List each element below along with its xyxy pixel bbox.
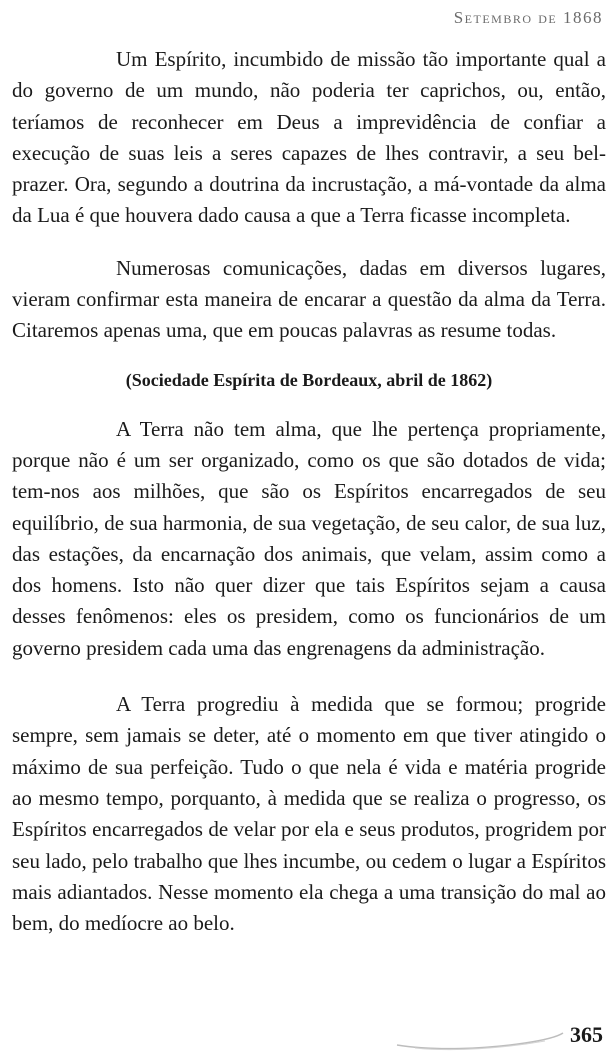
page-number: 365 [570, 1022, 603, 1047]
body-paragraph: Um Espírito, incumbido de missão tão importante qual a do governo de um mundo, não poderia ter caprichos, ou, então, teríamos de reconhecer em Deus a imprevidência de confiar a execução de suas leis a seres capazes de lhes contravir, a seu bel-prazer. Ora, segundo a doutrina da incrustação, a má-vontade da alma da Lua é que houvera dado causa a que a Terra ficasse incompleta. [12, 47, 606, 228]
body-paragraph: Numerosas comunicações, dadas em diversos lugares, vieram confirmar esta maneira de encarar a questão da alma da Terra. Citaremos apenas uma, que em poucas palavras as resume todas. [12, 255, 606, 343]
page-body [12, 44, 606, 939]
communication-heading: (Sociedade Espírita de Bordeaux, abril de 1862) [125, 369, 493, 390]
running-header: Setembro de 1868 [453, 8, 603, 27]
communication-paragraph: A Terra não tem alma, que lhe pertença propriamente, porque não é um ser organizado, como os que são dotados de vida; tem-nos aos milhões, que são os Espíritos encarregados de seu equilíbrio, de sua harmonia, de sua vegetação, de seu calor, de sua luz, das estações, da encarnação dos animais, que velam, assim como a dos homens. Isto não quer dizer que tais Espíritos sejam a causa desses fenômenos: eles os presidem, como os funcionários de um governo presidem cada uma das engrenagens da administração. [12, 416, 606, 660]
communication-paragraph: A Terra progrediu à medida que se formou; progride sempre, sem jamais se deter, até o momento em que tiver atingido o máximo de sua perfeição. Tudo o que nela é vida e matéria progride ao mesmo tempo, porquanto, à medida que se realiza o progresso, os Espíritos encarregados de velar por ela e seus produtos, progridem por seu lado, pelo trabalho que lhes incumbe, ou cedem o lugar a Espíritos mais adiantados. Nesse momento ela chega a uma transição do mal ao bem, do medíocre ao belo. [12, 692, 606, 936]
decorative-swash-icon [395, 1021, 565, 1051]
